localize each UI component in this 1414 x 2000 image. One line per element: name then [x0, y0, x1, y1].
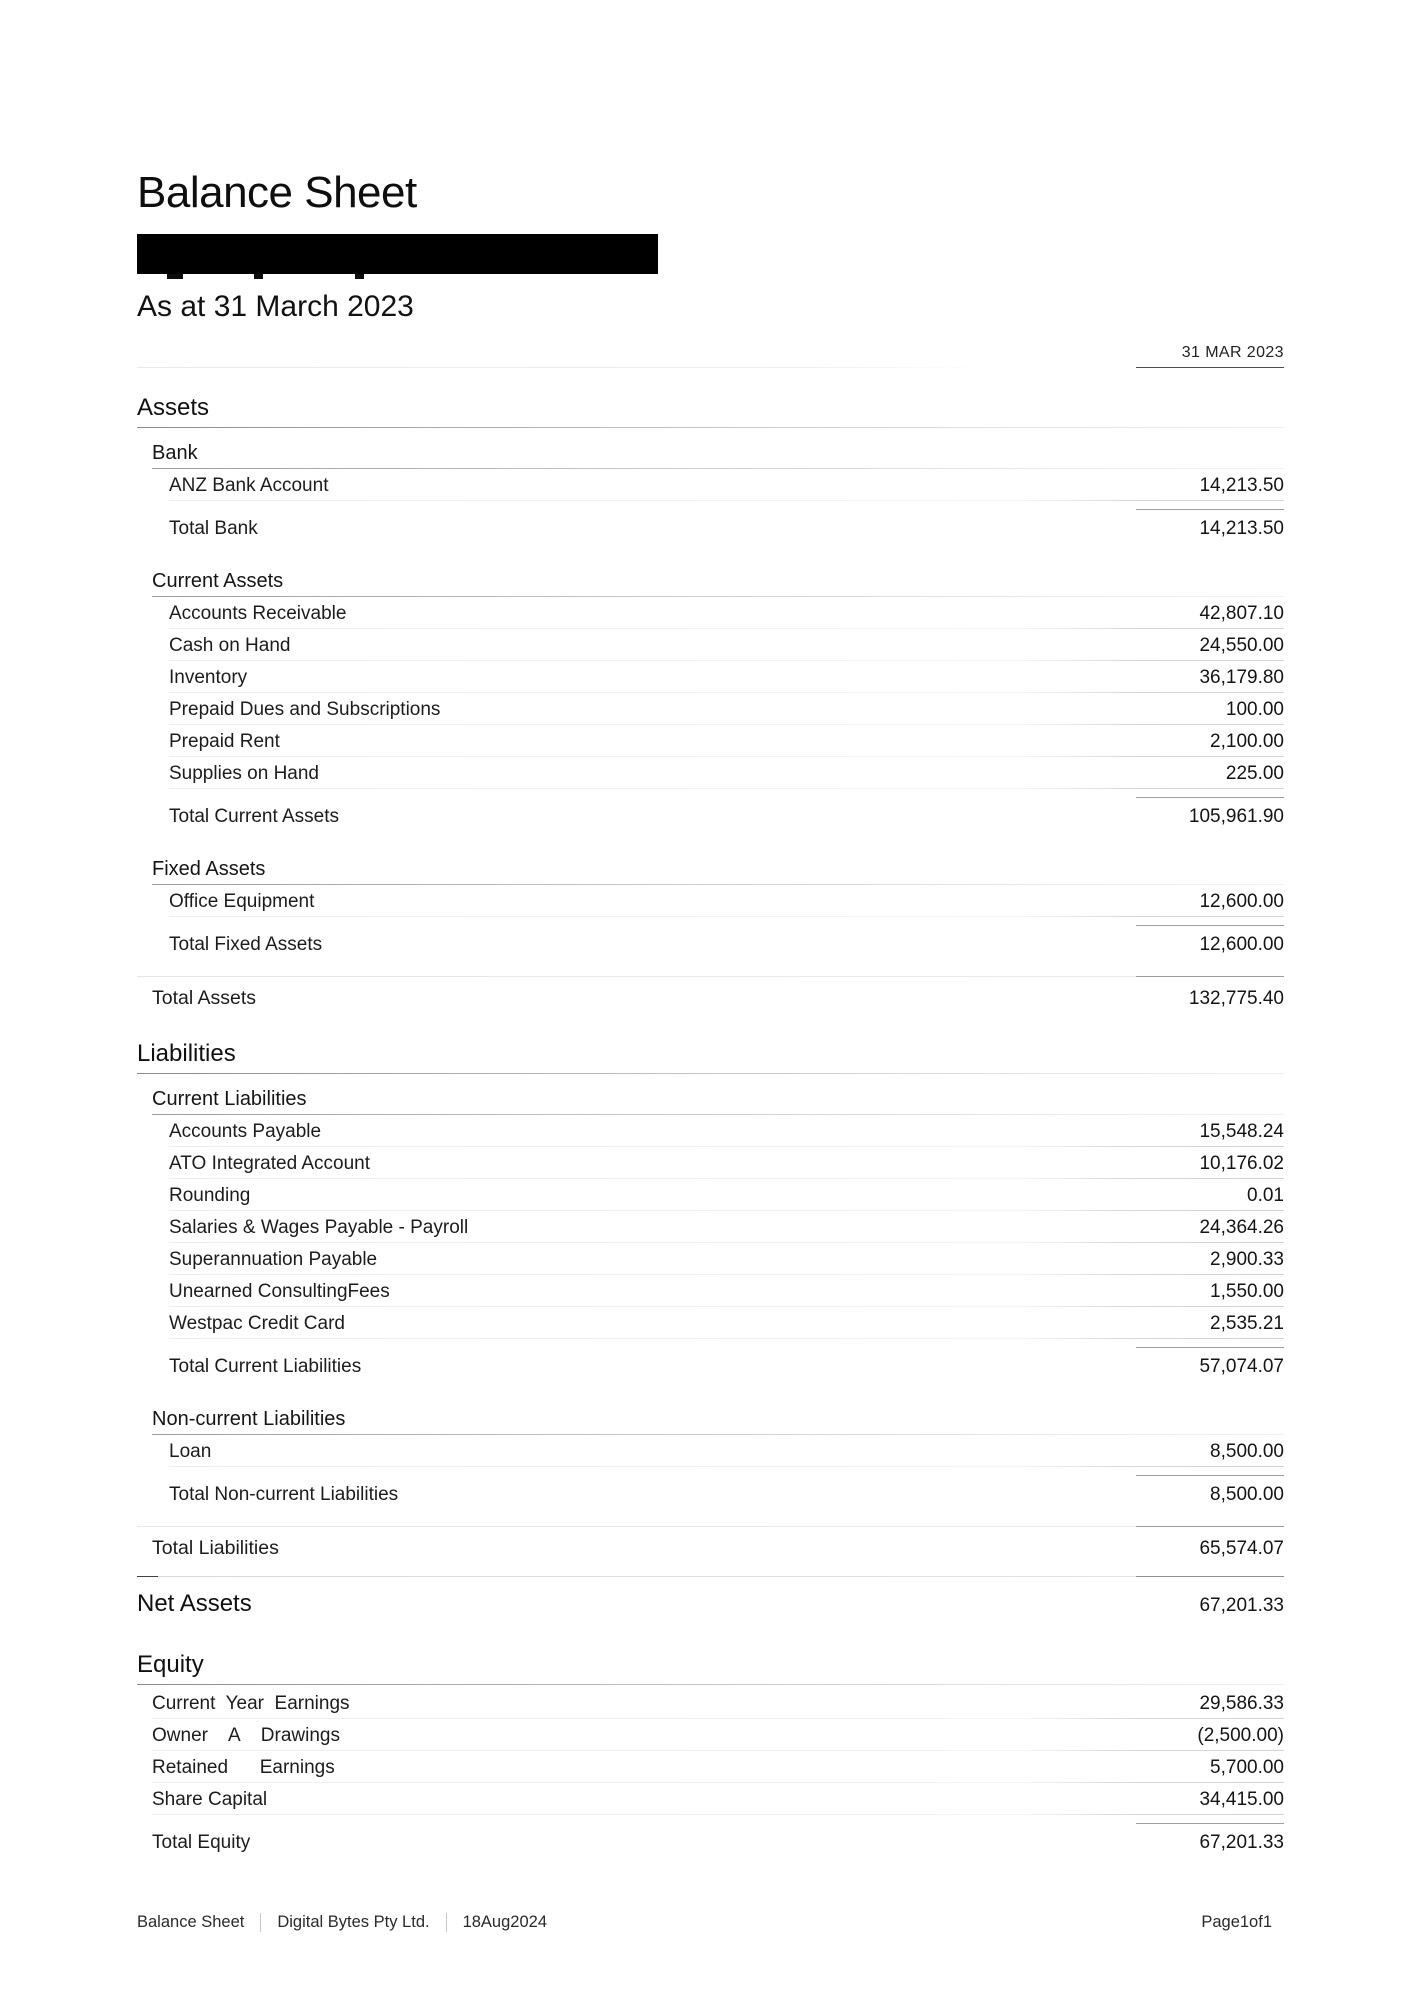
- account-amount: 36,179.80: [1199, 667, 1284, 689]
- total-label: Total Assets: [152, 987, 257, 1010]
- group-total-row: [169, 1342, 1284, 1382]
- total-liabilities-row: [152, 1527, 1284, 1564]
- account-row: [169, 757, 1284, 789]
- total-amount: 65,574.07: [1199, 1538, 1284, 1560]
- account-label: Salaries & Wages Payable - Payroll: [169, 1217, 469, 1239]
- account-amount: 12,600.00: [1199, 891, 1284, 913]
- current-assets-group: [152, 570, 1284, 832]
- account-label: Office Equipment: [169, 891, 315, 913]
- account-label: Inventory: [169, 667, 248, 689]
- account-label: Superannuation Payable: [169, 1249, 378, 1271]
- total-label: Total Liabilities: [152, 1537, 279, 1560]
- bank-group: [152, 442, 1284, 544]
- account-row: [169, 1147, 1284, 1179]
- footer-divider: [446, 1913, 447, 1932]
- total-amount: 67,201.33: [1136, 1823, 1284, 1854]
- account-amount: 8,500.00: [1210, 1441, 1284, 1463]
- account-row: [169, 1211, 1284, 1243]
- redaction-artifact: [355, 274, 364, 279]
- account-row: [169, 725, 1284, 757]
- account-label: ANZ Bank Account: [169, 475, 329, 497]
- account-row: [169, 1179, 1284, 1211]
- column-header-rule: [137, 367, 1284, 368]
- total-amount: 132,775.40: [1188, 988, 1284, 1010]
- account-row: [169, 1243, 1284, 1275]
- current-liabilities-group: [152, 1088, 1284, 1382]
- balance-sheet-document: [137, 0, 1284, 1858]
- account-row: [169, 885, 1284, 917]
- account-row: [152, 1719, 1284, 1751]
- account-amount: 1,550.00: [1210, 1281, 1284, 1303]
- account-label: Accounts Receivable: [169, 603, 347, 625]
- net-assets-label: Net Assets: [137, 1590, 252, 1618]
- account-label: Prepaid Dues and Subscriptions: [169, 699, 441, 721]
- account-label: Current Year Earnings: [152, 1693, 350, 1715]
- fixed-assets-group: [152, 858, 1284, 960]
- section-rule: [137, 1684, 1284, 1685]
- account-label: Westpac Credit Card: [169, 1313, 345, 1335]
- footer-date: 18Aug2024: [462, 1913, 547, 1931]
- page-footer: [137, 1913, 1284, 1932]
- total-label: Total Non-current Liabilities: [169, 1484, 399, 1506]
- account-row: [169, 597, 1284, 629]
- total-assets-row: [152, 977, 1284, 1014]
- account-amount: 225.00: [1225, 763, 1284, 785]
- account-row: [152, 1687, 1284, 1719]
- total-label: Total Bank: [169, 518, 258, 540]
- account-amount: 34,415.00: [1199, 1789, 1284, 1811]
- account-amount: 14,213.50: [1199, 475, 1284, 497]
- group-total-row: [169, 920, 1284, 960]
- redacted-company-name: [137, 234, 658, 274]
- total-label: Total Current Assets: [169, 806, 340, 828]
- redaction-artifact: [167, 274, 183, 279]
- account-row: [169, 1307, 1284, 1339]
- account-label: Unearned ConsultingFees: [169, 1281, 390, 1303]
- group-heading-non-current-liabilities: Non-current Liabilities: [152, 1408, 346, 1431]
- account-amount: 42,807.10: [1199, 603, 1284, 625]
- footer-left: [137, 1913, 547, 1932]
- account-amount: 24,550.00: [1199, 635, 1284, 657]
- footer-page-number: Page1of1: [1201, 1913, 1272, 1931]
- redaction-artifact: [254, 274, 263, 279]
- account-row: [169, 469, 1284, 501]
- total-amount: 105,961.90: [1136, 797, 1284, 828]
- account-label: Retained Earnings: [152, 1757, 335, 1779]
- total-amount: 14,213.50: [1136, 509, 1284, 540]
- section-heading-equity: Equity: [137, 1651, 204, 1679]
- account-amount: 29,586.33: [1199, 1693, 1284, 1715]
- account-row: [169, 693, 1284, 725]
- account-amount: 2,900.33: [1210, 1249, 1284, 1271]
- account-row: [169, 1115, 1284, 1147]
- non-current-liabilities-group: [152, 1408, 1284, 1510]
- footer-divider: [260, 1913, 261, 1932]
- account-amount: 15,548.24: [1199, 1121, 1284, 1143]
- total-label: Total Current Liabilities: [169, 1356, 362, 1378]
- section-heading-assets: Assets: [137, 394, 210, 422]
- group-total-row: [152, 1818, 1284, 1858]
- account-amount: 100.00: [1225, 699, 1284, 721]
- account-amount: (2,500.00): [1197, 1725, 1284, 1747]
- account-amount: 0.01: [1247, 1185, 1284, 1207]
- account-row: [169, 1435, 1284, 1467]
- group-total-row: [169, 504, 1284, 544]
- account-label: Share Capital: [152, 1789, 268, 1811]
- assets-section: [137, 394, 1284, 1014]
- account-amount: 5,700.00: [1210, 1757, 1284, 1779]
- group-total-row: [169, 1470, 1284, 1510]
- account-row: [169, 1275, 1284, 1307]
- total-amount: 8,500.00: [1136, 1475, 1284, 1506]
- section-rule: [137, 1073, 1284, 1074]
- account-row: [152, 1751, 1284, 1783]
- group-heading-current-liabilities: Current Liabilities: [152, 1088, 307, 1111]
- account-label: Accounts Payable: [169, 1121, 322, 1143]
- section-rule: [137, 427, 1284, 428]
- account-label: Owner A Drawings: [152, 1725, 340, 1747]
- account-label: ATO Integrated Account: [169, 1153, 371, 1175]
- section-heading-liabilities: Liabilities: [137, 1040, 236, 1068]
- account-amount: 2,535.21: [1210, 1313, 1284, 1335]
- date-column-header: 31 MAR 2023: [1181, 344, 1284, 362]
- account-amount: 24,364.26: [1199, 1217, 1284, 1239]
- account-label: Prepaid Rent: [169, 731, 280, 753]
- account-amount: 10,176.02: [1199, 1153, 1284, 1175]
- footer-company-name: Digital Bytes Pty Ltd.: [277, 1913, 430, 1931]
- account-amount: 2,100.00: [1210, 731, 1284, 753]
- equity-section: [137, 1651, 1284, 1858]
- total-label: Total Fixed Assets: [169, 934, 323, 956]
- account-label: Rounding: [169, 1185, 251, 1207]
- account-row: [169, 661, 1284, 693]
- report-subtitle: As at 31 March 2023: [137, 290, 414, 324]
- total-label: Total Equity: [152, 1832, 251, 1854]
- account-label: Loan: [169, 1441, 212, 1463]
- net-assets-amount: 67,201.33: [1199, 1595, 1284, 1617]
- group-heading-fixed-assets: Fixed Assets: [152, 858, 266, 881]
- account-row: [152, 1783, 1284, 1815]
- account-label: Cash on Hand: [169, 635, 291, 657]
- page-title: Balance Sheet: [137, 168, 417, 217]
- group-heading-bank: Bank: [152, 442, 198, 465]
- liabilities-section: [137, 1040, 1284, 1564]
- total-amount: 57,074.07: [1136, 1347, 1284, 1378]
- net-assets-row: [137, 1577, 1284, 1621]
- group-total-row: [169, 792, 1284, 832]
- group-heading-current-assets: Current Assets: [152, 570, 284, 593]
- footer-report-name: Balance Sheet: [137, 1913, 245, 1931]
- account-label: Supplies on Hand: [169, 763, 319, 785]
- account-row: [169, 629, 1284, 661]
- total-amount: 12,600.00: [1136, 925, 1284, 956]
